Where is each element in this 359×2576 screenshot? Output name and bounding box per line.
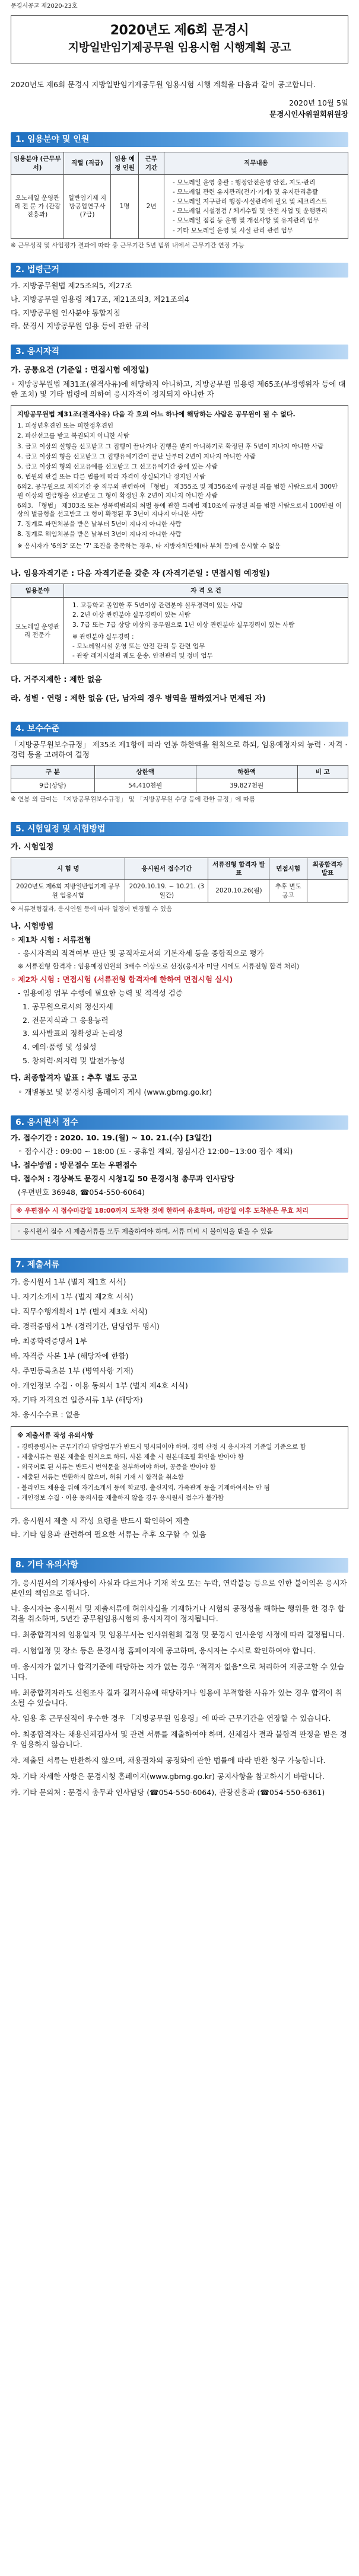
list-item: - 블라인드 채용을 위해 자기소개서 등에 학교명, 출신지역, 가족관계 등을 기재하여서는 안 됨	[17, 1484, 270, 1491]
exam-step: ◦ 제1차 시험 : 서류전형	[11, 935, 91, 945]
paragraph: ※ 서류전형 합격자 : 임용예정인원의 3배수 이상으로 선정(응시자 미달 시에도 서류전형 합격 처리)	[18, 962, 300, 971]
list-item: 3. 금고 이상의 실형을 선고받고 그 집행이 끝나거나 집행을 받지 아니하기로 확정된 후 5년이 지나지 아니한 사람	[17, 442, 324, 450]
table-header: 임용분야 (근무부서)	[11, 152, 64, 174]
table-cell: 추후 별도 공고	[269, 880, 307, 902]
list-item: - 제출서류는 원본 제출을 원칙으로 하되, 사본 제출 시 원본대조필 확인을 받아야 함	[17, 1453, 244, 1461]
table-cell: 2020.10.19. ~ 10.21. (3일간)	[125, 880, 208, 902]
list-item: 다. 접수처 : 경상북도 문경시 시청1길 50 문경시청 총무과 인사담당	[11, 1174, 234, 1184]
notice-date: 2020년 10월 5일	[289, 98, 348, 107]
list-item: 1. 공무원으로서의 정신자세	[23, 1002, 113, 1011]
list-item: 4. 금고 이상의 형을 선고받고 그 집행유예기간이 끝난 날부터 2년이 지나지 아니한 사람	[17, 452, 256, 460]
list-item: 아. 개인정보 수집 · 이용 동의서 1부 (별지 제4호 서식)	[11, 1381, 188, 1390]
list-item: 바. 자격증 사본 1부 (해당자에 한함)	[11, 1351, 129, 1360]
exam-step: ◦ 제2차 시험 : 면접시험 (서류전형 합격자에 한하여 면접시험 실시)	[11, 974, 233, 984]
list-item: - 제출된 서류는 반환하지 않으며, 허위 기재 시 합격을 취소함	[17, 1474, 184, 1481]
title-box	[11, 15, 348, 63]
table-row	[11, 880, 348, 902]
list-item: 자. 제출된 서류는 반환하지 않으며, 채용절차의 공정화에 관한 법률에 따라 반환 청구 가능합니다.	[11, 1756, 326, 1765]
requirement-note: - 관광 레저시설의 궤도 운송, 안전관리 및 정비 업무	[72, 652, 213, 660]
list-item: 타. 기타 임용과 관련하여 필요한 서류는 추후 요구할 수 있음	[11, 1529, 206, 1539]
title-line-1: 2020년도 제6회 문경시	[110, 23, 249, 38]
list-item: 가. 응시원서 1부 (별지 제1호 서식)	[11, 1277, 126, 1287]
duty-item: - 기타 모노레일 운영 및 시설 관리 관련 업무	[173, 227, 293, 234]
table-cell	[307, 880, 348, 902]
list-item: 3. 의사발표의 정확성과 논리성	[23, 1029, 123, 1038]
table-cell: 9급(상당)	[11, 779, 95, 793]
list-item: 1. 피성년후견인 또는 피한정후견인	[17, 422, 114, 430]
list-item: 가. 응시원서의 기재사항이 사실과 다르거나 기재 착오 또는 누락, 연락불능 등으로 인한 불이익은 응시자 본인의 책임으로 합니다.	[11, 1578, 347, 1598]
requirements-table	[11, 584, 348, 664]
documents-list	[11, 1277, 348, 1420]
list-item: 6의2. 공무원으로 재직기간 중 직무와 관련하여 「형법」 제355조 및 제356조에 규정된 죄를 범한 사람으로서 300만원 이상의 벌금형을 선고받고 그 형이 확정된 후 2년이 지나지 아니한 사람	[17, 483, 338, 499]
list-item: 라. 경력증명서 1부 (경력기간, 담당업무 명시)	[11, 1322, 160, 1331]
section-heading-4: 4. 보수수준	[11, 722, 348, 737]
list-item: 5. 금고 이상의 형의 선고유예를 선고받고 그 선고유예기간 중에 있는 사람	[17, 463, 218, 470]
list-item: 5. 창의력·의지력 및 발전가능성	[23, 1056, 125, 1066]
requirement-item: 1. 고등학교 졸업한 후 5년이상 관련분야 실무경력이 있는 사람	[72, 602, 243, 610]
list-item: 나. 응시자는 응시원서 및 제출서류에 허위사실을 기재하거나 시험의 공정성을 해하는 행위를 한 경우 합격을 취소하며, 5년간 공무원임용시험의 응시자격이 정지됩니다.	[11, 1604, 345, 1624]
list-item: 마. 응시자가 없거나 합격기준에 해당하는 자가 없는 경우 "적격자 없음"으로 처리하여 재공고할 수 있습니다.	[11, 1662, 345, 1681]
table-cell: 2년	[139, 174, 164, 238]
table-header: 최종합격자 발표	[307, 857, 348, 879]
list-item: 6. 법원의 판결 또는 다른 법률에 따라 자격이 상실되거나 정지된 사람	[17, 473, 206, 481]
section-heading-1: 1. 임용분야 및 인원	[11, 132, 348, 147]
section-heading-3: 3. 응시자격	[11, 345, 348, 359]
requirement-note: ※ 관련분야 실무경력 :	[72, 633, 134, 640]
duty-item: - 모노레일 관련 유지관리(전기·기계) 및 유지관리총괄	[173, 188, 319, 196]
requirement-item: 3. 7급 또는 7급 상당 이상의 공무원으로 1년 이상 관련분야 실무경력이 있는 사람	[72, 621, 295, 629]
section-heading-8: 8. 기타 유의사항	[11, 1558, 348, 1573]
box-title: 지방공무원법 제31조(결격사유) 다음 각 호의 어느 하나에 해당하는 사람은 공무원이 될 수 없다.	[17, 410, 296, 419]
table-row	[11, 598, 348, 664]
section-note: ※ 근무성적 및 사업평가 결과에 따라 총 근무기간 5년 범위 내에서 근무기간 연장 가능	[11, 241, 244, 249]
list-item: 8. 징계로 해임처분을 받은 날부터 3년이 지나지 아니한 사람	[17, 531, 182, 538]
list-item: 라. 시험일정 및 장소 등은 문경시청 홈페이지에 공고하며, 응시자는 수시로 확인하여야 합니다.	[11, 1646, 316, 1656]
duty-item: - 모노레일 점검 등 운행 및 개선사항 및 유지관리 업무	[173, 217, 319, 225]
list-item: 나. 접수방법 : 방문접수 또는 우편접수	[11, 1161, 137, 1170]
list-item: 7. 징계로 파면처분을 받은 날부터 5년이 지나지 아니한 사람	[17, 521, 182, 528]
list-item: - 개인정보 수집 · 이용 동의서를 제출하지 않을 경우 응시원서 접수가 불가함	[17, 1494, 224, 1501]
contact-info: 카. 기타 문의처 : 문경시 총무과 인사담당 (☎054-550-6064), 관광진흥과 (☎054-550-6361)	[11, 1787, 325, 1797]
duty-item: - 모노레일 지구관리 행정·시설관리에 필요 및 체크리스트	[173, 198, 328, 206]
list-item: 다. 지방공무원 인사분야 통합지침	[11, 308, 120, 317]
warning-note: ※ 우편접수 시 접수마감일 18:00까지 도착한 것에 한하여 유효하며, 마감일 이후 도착분은 무효 처리	[11, 1204, 348, 1219]
paragraph: - 응시자격의 적격여부 판단 및 공직자로서의 기본자세 등을 종합적으로 평가	[18, 949, 264, 958]
list-item: 라. 문경시 지방공무원 임용 등에 관한 규칙	[11, 321, 150, 331]
list-item: 차. 기타 자세한 사항은 문경시청 홈페이지(www.gbmg.go.kr) 공지사항을 참고하시기 바랍니다.	[11, 1771, 325, 1781]
list-item: 사. 주민등록초본 1부 (병역사항 기재)	[11, 1366, 134, 1375]
table-header: 직무내용	[164, 152, 348, 174]
duty-item: - 모노레일 시설점검 / 체계수립 및 안전 사업 및 운행관리	[173, 208, 328, 215]
table-header: 서류전형 합격자 발표	[208, 857, 269, 879]
duties-cell	[164, 174, 348, 238]
paragraph: 「지방공무원보수규정」 제35조 제1항에 따라 연봉 하한액을 원칙으로 하되, 임용예정자의 능력 · 자격 · 경력 등을 고려하여 결정	[11, 740, 348, 760]
section-heading-2: 2. 법령근거	[11, 263, 348, 278]
table-header: 근무 기간	[139, 152, 164, 174]
requirement-note: - 모노레일시설 운영 또는 안전 관리 등 관련 업무	[72, 642, 205, 650]
table-row	[11, 779, 348, 793]
list-item: 바. 최종합격자라도 신원조사 결과 결격사유에 해당하거나 임용에 부적합한 사유가 있는 경우 합격이 취소될 수 있습니다.	[11, 1688, 342, 1707]
list-item: (우편번호 36948, ☎054-550-6064)	[18, 1187, 145, 1197]
list-item: 나. 자기소개서 1부 (별지 제2호 서식)	[11, 1292, 134, 1302]
submission-guide-box	[11, 1426, 348, 1509]
list-item: 나. 지방공무원 임용령 제17조, 제21조의3, 제21조의4	[11, 294, 189, 304]
subsection-heading: 가. 공통요건 (기준일 : 면접시험 예정일)	[11, 366, 150, 375]
table-header: 임용분야	[11, 584, 64, 598]
table-header: 면접시험	[269, 857, 307, 879]
subsection-heading: 다. 거주지제한 : 제한 없음	[11, 675, 102, 685]
table-cell: 39,827천원	[196, 779, 297, 793]
requirements-cell	[64, 598, 348, 664]
list-item: ◦ 접수시간 : 09:00 ~ 18:00 (토 · 공휴일 제외, 점심시간 12:00~13:00 접수 제외)	[18, 1147, 293, 1156]
info-note: ◦ 응시원서 접수 시 제출서류를 모두 제출하여야 하며, 서류 미비 시 불이익을 받을 수 있음	[11, 1223, 348, 1241]
table-row	[11, 174, 348, 238]
list-item: 자. 기타 자격요건 입증서류 1부 (해당자)	[11, 1395, 143, 1405]
box-footer: ※ 응시자가 '6의3' 또는 '7' 조건을 충족하는 경우, 타 지방자치단체(타 부처 등)에 응시할 수 없음	[17, 543, 281, 550]
list-item: 다. 직무수행계획서 1부 (별지 제3호 서식)	[11, 1307, 148, 1316]
table-header: 자 격 요 건	[64, 584, 348, 598]
section-heading-7: 7. 제출서류	[11, 1258, 348, 1273]
table-header: 응시원서 접수기간	[125, 857, 208, 879]
schedule-table	[11, 857, 348, 903]
table-header: 하한액	[196, 766, 297, 779]
subsection-heading: 가. 시험일정	[11, 843, 54, 852]
section-heading-5: 5. 시험일정 및 시험방법	[11, 822, 348, 837]
list-item: 카. 응시원서 제출 시 작성 요령을 반드시 확인하여 제출	[11, 1516, 190, 1525]
title-line-2: 지방일반임기제공무원 임용시험 시행계획 공고	[68, 41, 291, 55]
table-header: 직렬 (직급)	[64, 152, 111, 174]
list-item: - 경력증명서는 근무기간과 담당업무가 반드시 명시되어야 하며, 경력 산정 시 응시자격 기준일 기준으로 함	[17, 1443, 306, 1450]
disqualification-box	[11, 405, 348, 557]
table-cell: 1명	[111, 174, 139, 238]
list-item: - 외국어로 된 서류는 반드시 번역문을 첨부하여야 하며, 공증을 받아야 함	[17, 1464, 216, 1471]
table-header: 임용 예정 인원	[111, 152, 139, 174]
list-item: 2. 전문지식과 그 응용능력	[23, 1015, 109, 1025]
positions-table	[11, 152, 348, 238]
salary-table	[11, 765, 348, 793]
table-cell: 2020.10.26(월)	[208, 880, 269, 902]
list-item: 2. 파산선고를 받고 복권되지 아니한 사람	[17, 432, 129, 440]
paragraph: - 임용예정 업무 수행에 필요한 능력 및 적격성 검증	[18, 988, 183, 997]
intro-text: 2020년도 제6회 문경시 지방일반임기제공무원 임용시험 시행 계획을 다음과 같이 공고합니다.	[11, 79, 316, 89]
table-cell: 2020년도 제6회 지방일반임기제 공무원 임용시험	[11, 880, 125, 902]
document-number: 문경시공고 제2020-23호	[11, 3, 78, 9]
box-title: ※ 제출서류 작성 유의사항	[17, 1432, 94, 1440]
table-cell	[297, 779, 348, 793]
paragraph: ◦ 개별통보 및 문경시청 홈페이지 게시 (www.gbmg.go.kr)	[18, 1087, 212, 1096]
table-cell: 오노레일 운영관리 전 문 가 (관광진흥과)	[11, 174, 64, 238]
table-cell: 모노레일 운영관리 전문가	[11, 598, 64, 664]
list-item: 아. 최종합격자는 채용신체검사서 및 관련 서류를 제출하여야 하며, 신체검사 결과 불합격 판정을 받은 경우 임용하지 않습니다.	[11, 1730, 347, 1749]
list-item: 6의3. 「형법」 제303조 또는 성폭력범죄의 처벌 등에 관한 특례법 제10조에 규정된 죄를 범한 사람으로서 100만원 이상의 벌금형을 선고받고 그 형이 확정된 후 3년이 지나지 아니한 사람	[17, 502, 342, 518]
list-item: 4. 예의·품행 및 성실성	[23, 1042, 97, 1052]
list-item: 사. 임용 후 근무실적이 우수한 경우 「지방공무원 임용령」에 따라 근무기간을 연장할 수 있습니다.	[11, 1714, 331, 1723]
list-item: 가. 지방공무원법 제25조의5, 제27조	[11, 280, 132, 290]
list-item: 차. 응시수수료 : 없음	[11, 1410, 80, 1420]
issuing-organization: 문경시인사위원회위원장	[269, 109, 348, 119]
duty-item: - 모노레일 운영 총괄 : 행정안전운영 안전, 지도·관리	[173, 178, 316, 186]
requirement-item: 2. 2년 이상 관련분야 실무경력이 있는 사람	[72, 611, 191, 619]
section-heading-6: 6. 응시원서 접수	[11, 1115, 348, 1130]
subsection-heading: 라. 성별 · 연령 : 제한 없음 (단, 남자의 경우 병역을 필하였거나 면제된 자)	[11, 694, 266, 703]
table-cell: 54,410천원	[94, 779, 196, 793]
subsection-heading: 다. 최종합격자 발표 : 추후 별도 공고	[11, 1074, 138, 1083]
paragraph: ◦ 지방공무원법 제31조(결격사유)에 해당하지 아니하고, 지방공무원 임용령 제65조(부정행위자 등에 대한 조치) 및 기타 법령에 의하여 응시자격이 정지되지 아니한 자	[11, 379, 346, 398]
table-header: 상한액	[94, 766, 196, 779]
list-item: 마. 최종학력증명서 1부	[11, 1336, 87, 1346]
table-header: 구 분	[11, 766, 95, 779]
table-cell: 일반임기제 지방공업연구사 (7급)	[64, 174, 111, 238]
list-item: 다. 최종합격자의 임용일자 및 임용부서는 인사위원회 결정 및 문경시 인사운영 사정에 따라 결정됩니다.	[11, 1630, 345, 1640]
section-note: ※ 연봉 외 급여는 「지방공무원보수규정」 및 「지방공무원 수당 등에 관한 규정」에 따름	[11, 796, 256, 804]
section-note: ※ 서류전형결과, 응시인원 등에 따라 일정이 변경될 수 있음	[11, 905, 173, 913]
list-item: 가. 접수기간 : 2020. 10. 19.(월) ~ 10. 21.(수) [3일간]	[11, 1133, 212, 1143]
subsection-heading: 나. 임용자격기준 : 다음 자격기준을 갖춘 자 (자격기준일 : 면접시험 예정일)	[11, 569, 270, 578]
table-header: 시 험 명	[11, 857, 125, 879]
subsection-heading: 나. 시험방법	[11, 922, 54, 931]
table-header: 비 고	[297, 766, 348, 779]
